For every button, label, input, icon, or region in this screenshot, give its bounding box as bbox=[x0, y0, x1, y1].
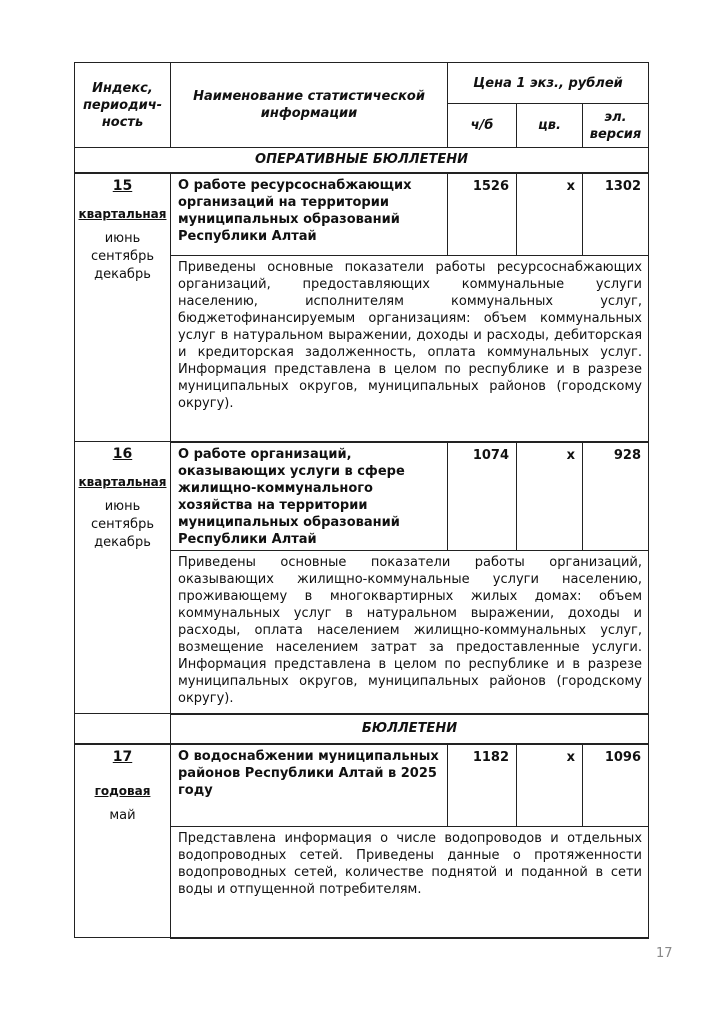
item-month: декабрь bbox=[94, 266, 151, 282]
item-price-bw: 1526 bbox=[448, 173, 517, 256]
section-spacer bbox=[75, 714, 171, 744]
item-index-cell bbox=[75, 744, 171, 938]
item-description: Представлена информация о числе водопроводов и отдельных водопроводных сетей. Приведены данные о протяженности водопроводных сетей, количестве поднятой и поданной в сети воды и отпущенной потребителям. bbox=[171, 827, 649, 938]
item-month: декабрь bbox=[94, 535, 151, 550]
item-title: О работе организаций, оказывающих услуги в сфере жилищно-коммунального хозяйства на территории муниципальных образований Республики Алтай bbox=[171, 442, 448, 551]
item-months bbox=[75, 498, 170, 552]
item-index-cell bbox=[75, 442, 171, 714]
item-month: сентябрь bbox=[91, 517, 154, 532]
section-title: ОПЕРАТИВНЫЕ БЮЛЛЕТЕНИ bbox=[75, 148, 649, 173]
item-index: 16 bbox=[112, 446, 133, 462]
item-price-color: х bbox=[517, 744, 583, 827]
item-periodicity: годовая bbox=[94, 783, 151, 798]
item-periodicity: квартальная bbox=[78, 475, 167, 489]
item-title: О водоснабжении муниципальных районов Республики Алтай в 2025 году bbox=[171, 744, 448, 827]
header-index: Индекс, периодич-ность bbox=[75, 63, 171, 148]
section-title: БЮЛЛЕТЕНИ bbox=[171, 714, 649, 744]
item-index-cell bbox=[75, 173, 171, 442]
item-month: май bbox=[109, 807, 136, 823]
item-price-bw: 1074 bbox=[448, 442, 517, 551]
item-price-color: х bbox=[517, 442, 583, 551]
item-price-electronic: 1302 bbox=[583, 173, 649, 256]
header-col-bw: ч/б bbox=[448, 104, 517, 148]
item-index: 15 bbox=[112, 177, 133, 194]
item-months bbox=[75, 807, 170, 825]
item-month: июнь bbox=[104, 230, 141, 246]
catalog-table bbox=[74, 62, 649, 939]
item-description: Приведены основные показатели работы организаций, оказывающих жилищно-коммунальные услуги населению, проживающему в многоквартирных жилых домах: объем коммунальных услуг в натуральном выражении, доходы и расходы, оплата населением жилищно-коммунальных услуг, возмещение населением затрат за предоставленные услуги. Информация представлена в целом по республике и в разрезе муниципальных округов, муниципальных районов (городскому округу). bbox=[171, 550, 649, 714]
item-price-electronic: 928 bbox=[583, 442, 649, 551]
item-title: О работе ресурсоснабжающих организаций на территории муниципальных образований Республики Алтай bbox=[171, 173, 448, 256]
item-index: 17 bbox=[112, 748, 133, 765]
header-name: Наименование статистической информации bbox=[171, 63, 448, 148]
item-periodicity: квартальная bbox=[78, 206, 167, 221]
item-month: июнь bbox=[104, 499, 141, 514]
item-price-electronic: 1096 bbox=[583, 744, 649, 827]
page-number: 17 bbox=[656, 946, 673, 961]
item-month: сентябрь bbox=[91, 248, 154, 264]
item-months bbox=[75, 230, 170, 284]
item-price-bw: 1182 bbox=[448, 744, 517, 827]
header-col-electronic: эл. версия bbox=[583, 104, 649, 148]
item-price-color: х bbox=[517, 173, 583, 256]
header-price: Цена 1 экз., рублей bbox=[448, 63, 649, 104]
item-description: Приведены основные показатели работы ресурсоснабжающих организаций, предоставляющих коммунальные услуги населению, исполнителям коммунальных услуг, бюджетофинансируемым организациям: объем коммунальных услуг в натуральном выражении, доходы и расходы, дебиторская и кредиторская задолженность, оплата коммунальных услуг. Информация представлена в целом по республике и в разрезе муниципальных округов, муниципальных районов (городскому округу). bbox=[171, 256, 649, 442]
header-col-color: цв. bbox=[517, 104, 583, 148]
